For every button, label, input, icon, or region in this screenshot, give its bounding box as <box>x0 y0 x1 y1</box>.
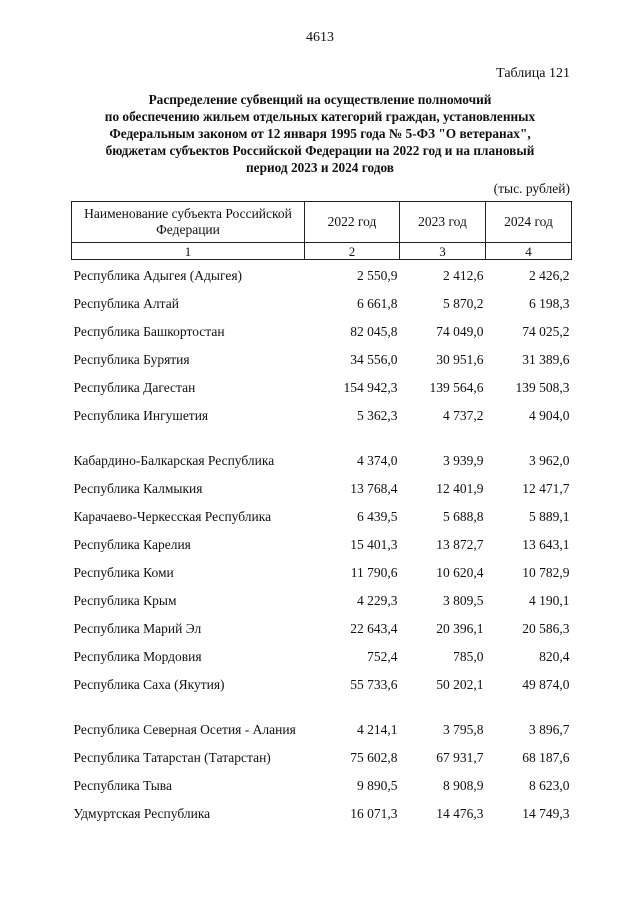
value-2022-cell: 6 439,5 <box>357 508 398 524</box>
value-2023-cell: 50 202,1 <box>436 676 484 692</box>
value-2022-cell: 4 214,1 <box>357 721 398 737</box>
value-2024-cell: 49 874,0 <box>522 676 570 692</box>
table-row <box>72 669 572 697</box>
value-2022-cell: 34 556,0 <box>350 351 398 367</box>
value-2023-cell: 3 939,9 <box>443 452 484 468</box>
value-2022-cell: 6 661,8 <box>357 295 398 311</box>
column-number: 2 <box>305 243 400 260</box>
table-row <box>72 585 572 613</box>
page-number: 4613 <box>306 30 334 45</box>
value-2023-cell: 12 401,9 <box>436 480 484 496</box>
value-2022-cell: 75 602,8 <box>350 749 398 765</box>
value-2024-cell: 68 187,6 <box>522 749 570 765</box>
table-row <box>72 428 572 473</box>
column-number: 3 <box>400 243 486 260</box>
value-2022-cell: 11 790,6 <box>350 564 398 580</box>
value-2023-cell: 3 809,5 <box>443 592 484 608</box>
value-2023-cell: 67 931,7 <box>436 749 484 765</box>
value-2024-cell: 6 198,3 <box>529 295 570 311</box>
value-2022-cell: 154 942,3 <box>343 379 398 395</box>
value-2022-cell: 752,4 <box>367 648 398 664</box>
subject-name-cell: Республика Башкортостан <box>73 323 225 339</box>
value-2024-cell: 3 962,0 <box>529 452 570 468</box>
column-number-row <box>72 243 572 260</box>
value-2023-cell: 74 049,0 <box>436 323 484 339</box>
value-2022-cell: 13 768,4 <box>350 480 398 496</box>
title-line: бюджетам субъектов Российской Федерации на 2022 год и на плановый <box>105 143 535 158</box>
subject-name-cell: Республика Алтай <box>73 295 179 311</box>
subject-name-cell: Республика Татарстан (Татарстан) <box>73 749 271 765</box>
value-2022-cell: 22 643,4 <box>350 620 398 636</box>
table-row <box>72 641 572 669</box>
value-2024-cell: 820,4 <box>539 648 570 664</box>
header-year-2022: 2022 год <box>305 202 400 243</box>
subject-name-cell: Республика Карелия <box>73 536 191 552</box>
value-2024-cell: 4 904,0 <box>529 407 570 423</box>
table-header-row <box>72 202 572 243</box>
value-2022-cell: 2 550,9 <box>357 267 398 283</box>
value-2023-cell: 8 908,9 <box>443 777 484 793</box>
subject-name-cell: Республика Крым <box>73 592 177 608</box>
document-title <box>70 91 570 176</box>
subject-name-cell: Республика Тыва <box>73 777 172 793</box>
column-number: 4 <box>486 243 572 260</box>
table-row <box>72 260 572 288</box>
subsidy-table <box>71 201 572 826</box>
value-2023-cell: 785,0 <box>453 648 484 664</box>
value-2024-cell: 20 586,3 <box>522 620 570 636</box>
table-row <box>72 372 572 400</box>
value-2024-cell: 2 426,2 <box>529 267 570 283</box>
table-row <box>72 501 572 529</box>
value-2023-cell: 14 476,3 <box>436 805 484 821</box>
value-2024-cell: 14 749,3 <box>522 805 570 821</box>
subject-name-cell: Республика Мордовия <box>73 648 202 664</box>
table-body <box>72 260 572 826</box>
value-2022-cell: 4 229,3 <box>357 592 398 608</box>
subject-name-cell: Республика Бурятия <box>73 351 190 367</box>
table-row <box>72 344 572 372</box>
value-2023-cell: 5 870,2 <box>443 295 484 311</box>
title-line: Распределение субвенций на осуществление полномочий <box>148 92 492 107</box>
value-2022-cell: 82 045,8 <box>350 323 398 339</box>
title-line: по обеспечению жильем отдельных категорий граждан, установленных <box>104 109 536 124</box>
value-2023-cell: 5 688,8 <box>443 508 484 524</box>
table-row <box>72 613 572 641</box>
value-2024-cell: 4 190,1 <box>529 592 570 608</box>
value-2024-cell: 139 508,3 <box>515 379 570 395</box>
value-2022-cell: 5 362,3 <box>357 407 398 423</box>
units-label: (тыс. рублей) <box>493 181 570 196</box>
title-line: Федеральным законом от 12 января 1995 года № 5-ФЗ "О ветеранах", <box>109 126 531 141</box>
subject-name-cell: Удмуртская Республика <box>73 805 211 821</box>
value-2023-cell: 3 795,8 <box>443 721 484 737</box>
value-2023-cell: 4 737,2 <box>443 407 484 423</box>
header-year-2024: 2024 год <box>486 202 572 243</box>
subject-name-cell: Карачаево-Черкесская Республика <box>73 508 272 524</box>
table-row <box>72 473 572 501</box>
value-2023-cell: 139 564,6 <box>429 379 484 395</box>
subject-name-cell: Республика Ингушетия <box>73 407 209 423</box>
table-row <box>72 529 572 557</box>
table-row <box>72 400 572 428</box>
subject-name-cell: Республика Адыгея (Адыгея) <box>73 267 243 283</box>
value-2022-cell: 9 890,5 <box>357 777 398 793</box>
subject-name-cell: Республика Северная Осетия - Алания <box>73 721 296 737</box>
value-2024-cell: 12 471,7 <box>522 480 570 496</box>
value-2022-cell: 16 071,3 <box>350 805 398 821</box>
subject-name-cell: Республика Калмыкия <box>73 480 203 496</box>
subject-name-cell: Республика Дагестан <box>73 379 196 395</box>
value-2023-cell: 20 396,1 <box>436 620 484 636</box>
table-row <box>72 557 572 585</box>
value-2023-cell: 2 412,6 <box>443 267 484 283</box>
table-row <box>72 697 572 742</box>
subject-name-cell: Республика Марий Эл <box>73 620 202 636</box>
value-2024-cell: 10 782,9 <box>522 564 570 580</box>
value-2023-cell: 30 951,6 <box>436 351 484 367</box>
table-row <box>72 288 572 316</box>
table-row <box>72 316 572 344</box>
value-2023-cell: 13 872,7 <box>436 536 484 552</box>
value-2024-cell: 8 623,0 <box>529 777 570 793</box>
value-2022-cell: 55 733,6 <box>350 676 398 692</box>
value-2024-cell: 13 643,1 <box>522 536 570 552</box>
value-2024-cell: 31 389,6 <box>522 351 570 367</box>
value-2022-cell: 4 374,0 <box>357 452 398 468</box>
header-year-2023: 2023 год <box>400 202 486 243</box>
table-row <box>72 770 572 798</box>
value-2024-cell: 74 025,2 <box>522 323 570 339</box>
subject-name-cell: Кабардино-Балкарская Республика <box>73 452 275 468</box>
value-2022-cell: 15 401,3 <box>350 536 398 552</box>
table-label: Таблица 121 <box>496 66 570 81</box>
value-2024-cell: 5 889,1 <box>529 508 570 524</box>
title-line: период 2023 и 2024 годов <box>246 160 394 175</box>
header-subject-name: Наименование субъекта Российской Федерации <box>72 202 305 243</box>
value-2023-cell: 10 620,4 <box>436 564 484 580</box>
table-row <box>72 742 572 770</box>
subject-name-cell: Республика Саха (Якутия) <box>73 676 225 692</box>
value-2024-cell: 3 896,7 <box>529 721 570 737</box>
table-row <box>72 798 572 826</box>
subject-name-cell: Республика Коми <box>73 564 174 580</box>
column-number: 1 <box>72 243 305 260</box>
